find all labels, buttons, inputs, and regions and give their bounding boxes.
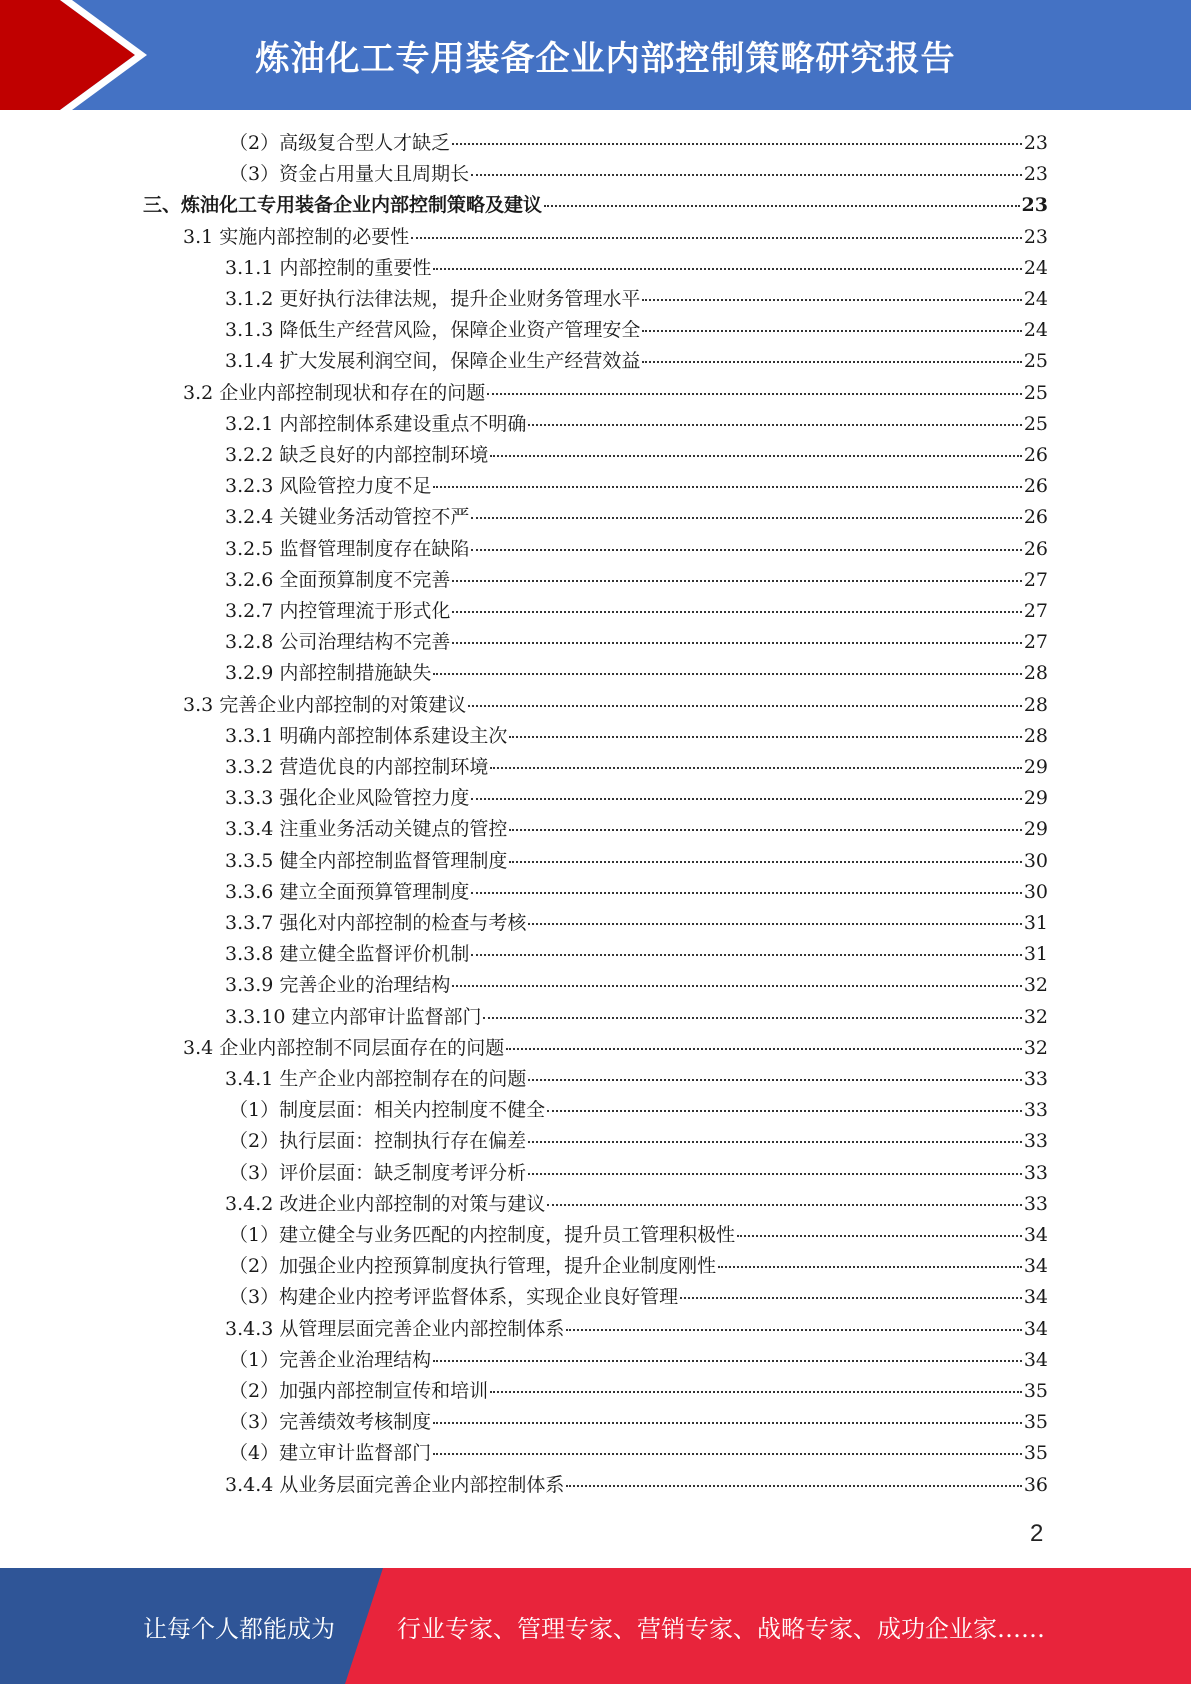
toc-entry-page: 31 [1023, 912, 1048, 934]
document-title: 炼油化工专用装备企业内部控制策略研究报告 [255, 38, 956, 79]
toc-dot-leader [528, 923, 1021, 925]
toc-entry-title: 3.1.1 内部控制的重要性 [225, 257, 432, 279]
toc-entry-page: 25 [1023, 350, 1048, 372]
toc-dot-leader [452, 611, 1021, 613]
toc-dot-leader [509, 736, 1021, 738]
toc-dot-leader [642, 330, 1021, 332]
toc-entry[interactable] [225, 565, 1048, 596]
toc-entry-title: 3.3.9 完善企业的治理结构 [225, 974, 451, 996]
toc-entry-page: 28 [1023, 694, 1048, 716]
toc-entry-title: 3.2 企业内部控制现状和存在的问题 [183, 382, 486, 404]
toc-dot-leader [566, 1485, 1021, 1487]
toc-entry[interactable] [225, 908, 1048, 939]
toc-entry-title: （3）评价层面：缺乏制度考评分析 [229, 1162, 527, 1184]
toc-entry-page: 34 [1023, 1286, 1048, 1308]
toc-entry-title: （3）资金占用量大且周期长 [229, 163, 470, 185]
toc-entry-page: 23 [1023, 163, 1048, 185]
toc-entry-title: （3）完善绩效考核制度 [229, 1411, 432, 1433]
toc-entry[interactable] [143, 190, 1048, 221]
toc-dot-leader [544, 205, 1020, 207]
toc-entry[interactable] [225, 596, 1048, 627]
toc-entry-page: 25 [1023, 413, 1048, 435]
toc-entry-page: 33 [1023, 1193, 1048, 1215]
toc-entry[interactable] [225, 970, 1048, 1001]
toc-dot-leader [528, 1173, 1022, 1175]
toc-dot-leader [506, 1048, 1022, 1050]
toc-entry-page: 28 [1023, 725, 1048, 747]
toc-entry-page: 29 [1023, 787, 1048, 809]
toc-dot-leader [483, 1017, 1021, 1019]
footer-slogan-left: 让每个人都能成为 [143, 1614, 335, 1643]
toc-entry[interactable] [225, 814, 1048, 845]
toc-dot-leader [566, 1329, 1021, 1331]
toc-entry-title: 3.4 企业内部控制不同层面存在的问题 [183, 1037, 505, 1059]
header-banner [0, 0, 1191, 110]
toc-dot-leader [433, 1422, 1022, 1424]
toc-entry-page: 24 [1023, 257, 1048, 279]
toc-dot-leader [471, 174, 1022, 176]
toc-entry-page: 32 [1023, 974, 1048, 996]
toc-entry-title: 3.1.4 扩大发展利润空间，保障企业生产经营效益 [225, 350, 641, 372]
toc-dot-leader [471, 549, 1021, 551]
toc-entry-page: 34 [1023, 1318, 1048, 1340]
toc-dot-leader [490, 455, 1021, 457]
toc-entry-title: 3.2.2 缺乏良好的内部控制环境 [225, 444, 489, 466]
toc-entry-title: 3.3.4 注重业务活动关键点的管控 [225, 818, 508, 840]
toc-entry-page: 32 [1023, 1037, 1048, 1059]
toc-dot-leader [528, 1079, 1021, 1081]
toc-entry-page: 35 [1023, 1442, 1048, 1464]
toc-entry-title: 3.2.7 内控管理流于形式化 [225, 600, 451, 622]
toc-dot-leader [471, 798, 1021, 800]
toc-entry[interactable] [229, 1095, 1048, 1126]
toc-entry[interactable] [225, 284, 1048, 315]
toc-entry-page: 27 [1023, 600, 1048, 622]
toc-entry[interactable] [225, 658, 1048, 689]
toc-entry-title: 三、炼油化工专用装备企业内部控制策略及建议 [143, 194, 543, 216]
toc-dot-leader [452, 143, 1022, 145]
toc-entry[interactable] [229, 1158, 1048, 1189]
toc-entry-page: 32 [1023, 1006, 1048, 1028]
toc-dot-leader [452, 642, 1021, 644]
toc-entry-title: 3.2.1 内部控制体系建设重点不明确 [225, 413, 527, 435]
toc-entry-title: （2）执行层面：控制执行存在偏差 [229, 1130, 527, 1152]
toc-entry-title: 3.4.4 从业务层面完善企业内部控制体系 [225, 1474, 565, 1496]
toc-entry[interactable] [225, 752, 1048, 783]
toc-dot-leader [452, 985, 1021, 987]
toc-dot-leader [509, 861, 1021, 863]
toc-entry-page: 33 [1023, 1130, 1048, 1152]
toc-entry-title: 3.2.4 关键业务活动管控不严 [225, 506, 470, 528]
toc-entry[interactable] [225, 1470, 1048, 1501]
toc-entry[interactable] [229, 1407, 1048, 1438]
toc-dot-leader [528, 424, 1021, 426]
toc-entry-title: 3.3.5 健全内部控制监督管理制度 [225, 850, 508, 872]
toc-entry-page: 35 [1023, 1380, 1048, 1402]
toc-dot-leader [509, 829, 1021, 831]
toc-entry-page: 36 [1023, 1474, 1048, 1496]
toc-entry-title: 3.4.3 从管理层面完善企业内部控制体系 [225, 1318, 565, 1340]
toc-dot-leader [471, 954, 1021, 956]
toc-entry-title: 3.2.5 监督管理制度存在缺陷 [225, 538, 470, 560]
toc-entry-title: 3.3.6 建立全面预算管理制度 [225, 881, 470, 903]
toc-dot-leader [433, 1453, 1022, 1455]
toc-entry-page: 26 [1023, 444, 1048, 466]
toc-entry-title: 3.4.1 生产企业内部控制存在的问题 [225, 1068, 527, 1090]
toc-entry-page: 34 [1023, 1349, 1048, 1371]
toc-entry-page: 27 [1023, 631, 1048, 653]
toc-dot-leader [411, 237, 1022, 239]
toc-entry-page: 23 [1021, 194, 1048, 216]
toc-entry-title: 3.3.2 营造优良的内部控制环境 [225, 756, 489, 778]
toc-entry[interactable] [229, 1251, 1048, 1282]
toc-entry-page: 24 [1023, 288, 1048, 310]
toc-entry[interactable] [229, 1220, 1048, 1251]
toc-entry[interactable] [225, 409, 1048, 440]
toc-dot-leader [528, 1141, 1022, 1143]
toc-entry[interactable] [229, 1345, 1048, 1376]
toc-entry-title: （1）制度层面：相关内控制度不健全 [229, 1099, 546, 1121]
toc-entry-page: 30 [1023, 881, 1048, 903]
toc-dot-leader [471, 517, 1021, 519]
toc-entry-page: 33 [1023, 1068, 1048, 1090]
toc-entry[interactable] [225, 1189, 1048, 1220]
toc-entry-title: 3.1 实施内部控制的必要性 [183, 226, 410, 248]
toc-entry-title: 3.3.3 强化企业风险管控力度 [225, 787, 470, 809]
toc-dot-leader [642, 361, 1021, 363]
toc-entry[interactable] [229, 1126, 1048, 1157]
toc-entry[interactable] [225, 315, 1048, 346]
toc-entry-page: 25 [1023, 382, 1048, 404]
toc-entry-page: 26 [1023, 538, 1048, 560]
toc-dot-leader [433, 268, 1021, 270]
toc-entry-page: 26 [1023, 475, 1048, 497]
toc-entry[interactable] [225, 502, 1048, 533]
toc-entry[interactable] [225, 534, 1048, 565]
toc-entry[interactable] [225, 253, 1048, 284]
toc-entry-page: 23 [1023, 226, 1048, 248]
toc-dot-leader [433, 486, 1021, 488]
toc-entry[interactable] [225, 1064, 1048, 1095]
toc-entry[interactable] [225, 471, 1048, 502]
toc-entry-title: （2）高级复合型人才缺乏 [229, 132, 451, 154]
toc-entry-page: 30 [1023, 850, 1048, 872]
toc-entry[interactable] [183, 222, 1048, 253]
toc-entry-page: 23 [1023, 132, 1048, 154]
toc-entry-page: 29 [1023, 818, 1048, 840]
toc-entry-title: 3.3 完善企业内部控制的对策建议 [183, 694, 467, 716]
footer-slogan-right: 行业专家、管理专家、营销专家、战略专家、成功企业家…… [397, 1614, 1045, 1643]
toc-entry-page: 33 [1023, 1162, 1048, 1184]
footer-banner [0, 1568, 1191, 1684]
page-number: 2 [1030, 1520, 1044, 1547]
toc-dot-leader [433, 673, 1021, 675]
toc-entry[interactable] [225, 783, 1048, 814]
toc-entry-page: 33 [1023, 1099, 1048, 1121]
toc-dot-leader [547, 1204, 1021, 1206]
toc-dot-leader [737, 1235, 1022, 1237]
toc-dot-leader [680, 1297, 1022, 1299]
toc-entry[interactable] [225, 939, 1048, 970]
toc-dot-leader [471, 892, 1021, 894]
toc-entry[interactable] [225, 846, 1048, 877]
toc-entry[interactable] [183, 1033, 1048, 1064]
toc-entry[interactable] [225, 440, 1048, 471]
toc-entry[interactable] [225, 627, 1048, 658]
toc-entry-title: 3.2.8 公司治理结构不完善 [225, 631, 451, 653]
toc-entry-title: 3.3.10 建立内部审计监督部门 [225, 1006, 482, 1028]
toc-entry-title: （1）完善企业治理结构 [229, 1349, 432, 1371]
toc-entry[interactable] [183, 378, 1048, 409]
toc-entry-title: 3.2.9 内部控制措施缺失 [225, 662, 432, 684]
toc-entry-page: 24 [1023, 319, 1048, 341]
toc-entry-title: 3.4.2 改进企业内部控制的对策与建议 [225, 1193, 546, 1215]
toc-dot-leader [452, 580, 1021, 582]
toc-entry-page: 34 [1023, 1255, 1048, 1277]
toc-entry-page: 27 [1023, 569, 1048, 591]
toc-entry-page: 31 [1023, 943, 1048, 965]
toc-entry[interactable] [225, 1314, 1048, 1345]
toc-entry[interactable] [229, 1282, 1048, 1313]
toc-entry-title: 3.2.6 全面预算制度不完善 [225, 569, 451, 591]
toc-entry[interactable] [225, 346, 1048, 377]
toc-dot-leader [490, 1391, 1022, 1393]
toc-dot-leader [718, 1266, 1022, 1268]
toc-entry-title: （4）建立审计监督部门 [229, 1442, 432, 1464]
toc-entry-title: 3.1.2 更好执行法律法规，提升企业财务管理水平 [225, 288, 641, 310]
toc-entry-title: 3.3.8 建立健全监督评价机制 [225, 943, 470, 965]
toc-entry[interactable] [225, 877, 1048, 908]
toc-entry-page: 35 [1023, 1411, 1048, 1433]
toc-entry[interactable] [229, 1376, 1048, 1407]
toc-entry[interactable] [229, 1438, 1048, 1469]
toc-entry-title: 3.2.3 风险管控力度不足 [225, 475, 432, 497]
toc-entry-title: 3.3.1 明确内部控制体系建设主次 [225, 725, 508, 747]
toc-entry-page: 26 [1023, 506, 1048, 528]
toc-entry[interactable] [229, 159, 1048, 190]
toc-dot-leader [642, 299, 1021, 301]
toc-entry-title: 3.1.3 降低生产经营风险，保障企业资产管理安全 [225, 319, 641, 341]
toc-dot-leader [433, 1360, 1022, 1362]
toc-entry[interactable] [225, 721, 1048, 752]
toc-dot-leader [468, 705, 1022, 707]
toc-entry-title: 3.3.7 强化对内部控制的检查与考核 [225, 912, 527, 934]
toc-entry-title: （3）构建企业内控考评监督体系，实现企业良好管理 [229, 1286, 679, 1308]
toc-dot-leader [547, 1110, 1022, 1112]
toc-entry-title: （2）加强企业内控预算制度执行管理，提升企业制度刚性 [229, 1255, 717, 1277]
toc-entry-title: （2）加强内部控制宣传和培训 [229, 1380, 489, 1402]
toc-entry[interactable] [225, 1002, 1048, 1033]
toc-entry[interactable] [229, 128, 1048, 159]
toc-entry-page: 34 [1023, 1224, 1048, 1246]
toc-entry-page: 29 [1023, 756, 1048, 778]
toc-dot-leader [490, 767, 1021, 769]
toc-entry[interactable] [183, 690, 1048, 721]
toc-entry-title: （1）建立健全与业务匹配的内控制度，提升员工管理积极性 [229, 1224, 736, 1246]
toc-entry-page: 28 [1023, 662, 1048, 684]
toc-dot-leader [487, 393, 1022, 395]
